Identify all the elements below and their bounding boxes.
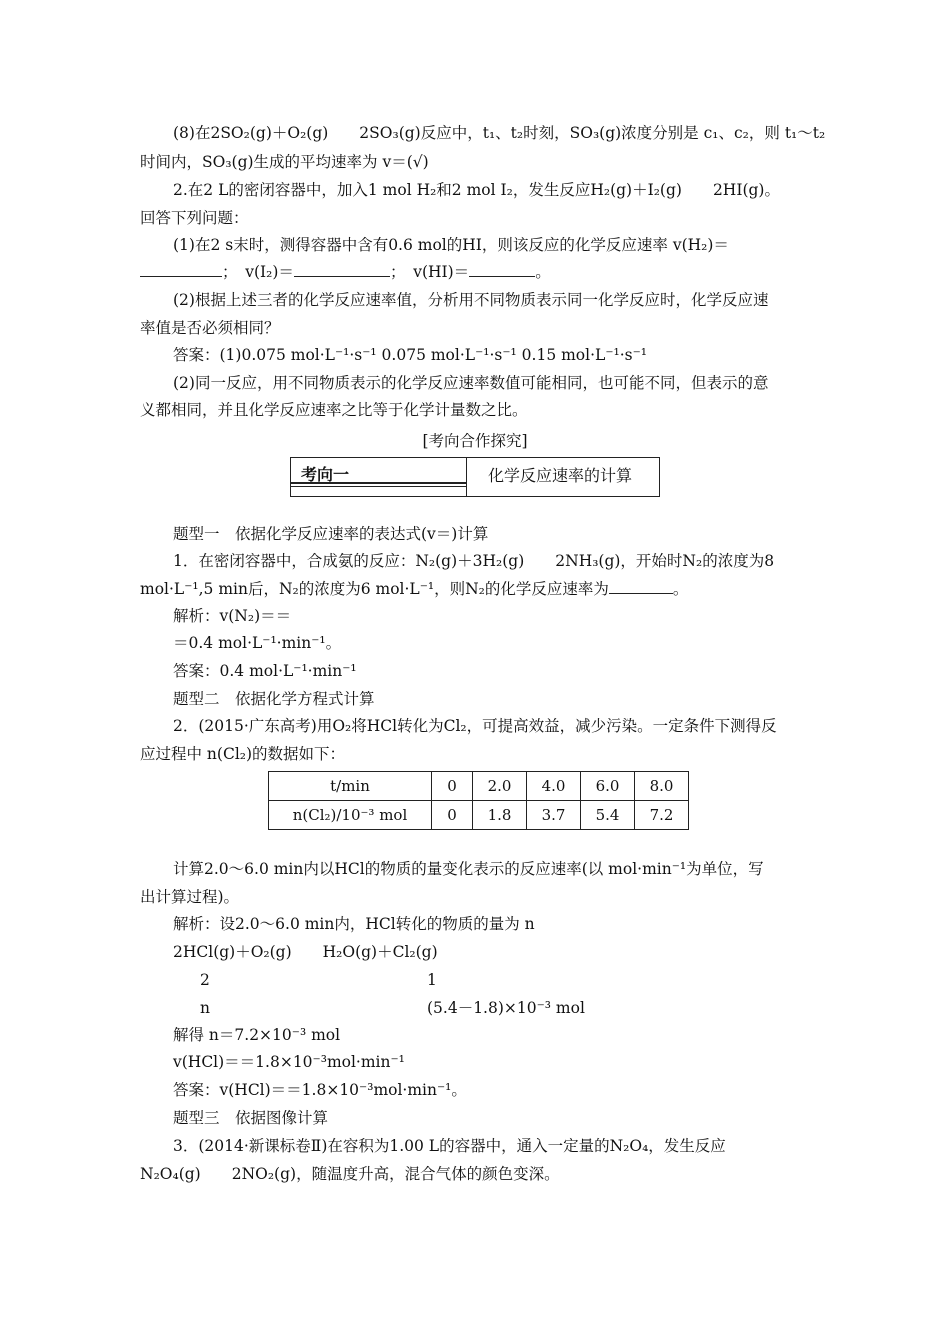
text-line: 应过程中 n(Cl₂)的数据如下： [140, 745, 346, 763]
table-cell: 1.8 [473, 801, 527, 830]
text-line: 率值是否必须相同？ [140, 319, 280, 337]
question-type-heading: 题型三 依据图像计算 [173, 1109, 329, 1127]
text-line: v(HCl)＝＝1.8×10⁻³mol·min⁻¹ [173, 1053, 405, 1071]
topic-tag: 考向一 [301, 465, 350, 484]
answer-blank[interactable] [140, 262, 222, 277]
topic-title: 化学反应速率的计算 [488, 466, 633, 485]
table-row [269, 801, 689, 830]
answer-line: 答案：v(HCl)＝＝1.8×10⁻³mol·min⁻¹。 [173, 1081, 467, 1099]
text-line: 2．(2015·广东高考)用O₂将HCl转化为Cl₂，可提高效益，减少污染。一定条件下测得反 [173, 717, 777, 735]
table-cell: 8.0 [635, 772, 689, 801]
text-line: N₂O₄(g) 2NO₂(g)，随温度升高，混合气体的颜色变深。 [140, 1165, 560, 1183]
table-cell: 2.0 [473, 772, 527, 801]
table-cell: 0 [432, 801, 473, 830]
table-cell: 5.4 [581, 801, 635, 830]
text-line: 解得 n＝7.2×10⁻³ mol [173, 1026, 341, 1044]
text-line: 1．在密闭容器中，合成氨的反应：N₂(g)＋3H₂(g) 2NH₃(g)，开始时N₂的浓度为8 [173, 552, 775, 570]
text-line: ＝0.4 mol·L⁻¹·min⁻¹。 [173, 634, 342, 652]
topic-tag-cell [291, 458, 467, 496]
text-line: (8)在2SO₂(g)＋O₂(g) 2SO₃(g)反应中，t₁、t₂时刻，SO₃(g)浓度分别是 c₁、c₂，则 t₁～t₂ [173, 124, 826, 142]
text-line: 回答下列问题： [140, 209, 249, 227]
answer-blank[interactable] [469, 262, 535, 277]
answer-blank[interactable] [609, 579, 673, 594]
quantity: n [200, 999, 210, 1017]
section-title: [考向合作探究] [422, 432, 528, 450]
text-line: 3．(2014·新课标卷Ⅱ)在容积为1.00 L的容器中，通入一定量的N₂O₄，发生反应 [173, 1137, 726, 1155]
text-line: 2.在2 L的密闭容器中，加入1 mol H₂和2 mol I₂，发生反应H₂(g)＋I₂(g) 2HI(g)。 [173, 181, 780, 199]
quantity: (5.4－1.8)×10⁻³ mol [427, 999, 585, 1017]
answer-blank[interactable] [294, 262, 390, 277]
coefficient: 1 [427, 971, 437, 989]
text-line: 计算2.0～6.0 min内以HCl的物质的量变化表示的反应速率(以 mol·min⁻¹为单位，写 [173, 860, 764, 878]
question-type-heading: 题型一 依据化学反应速率的表达式(v＝)计算 [173, 525, 489, 543]
table-cell: 6.0 [581, 772, 635, 801]
table-cell: n(Cl₂)/10⁻³ mol [269, 801, 432, 830]
table-cell: 3.7 [527, 801, 581, 830]
divider [291, 482, 466, 484]
text-line: 义都相同，并且化学反应速率之比等于化学计量数之比。 [140, 401, 528, 419]
topic-box [290, 457, 660, 497]
table-cell: 0 [432, 772, 473, 801]
table-cell: t/min [269, 772, 432, 801]
text-line: 出计算过程)。 [140, 888, 240, 906]
text-line: mol·L⁻¹,5 min后，N₂的浓度为6 mol·L⁻¹，则N₂的化学反应速率为 。 [140, 580, 689, 598]
equation-line: 2HCl(g)＋O₂(g) H₂O(g)＋Cl₂(g) [173, 943, 438, 961]
text-line: (2)根据上述三者的化学反应速率值，分析用不同物质表示同一化学反应时，化学反应速 [173, 291, 769, 309]
answer-blanks-line: ； v(I₂)＝ ； v(HI)＝ 。 [140, 262, 551, 282]
answer-line: 答案：0.4 mol·L⁻¹·min⁻¹ [173, 662, 357, 680]
text-line: 解析：v(N₂)＝＝ [173, 607, 292, 625]
data-table [268, 771, 689, 830]
table-cell: 4.0 [527, 772, 581, 801]
divider [291, 486, 466, 487]
question-type-heading: 题型二 依据化学方程式计算 [173, 690, 375, 708]
coefficient: 2 [200, 971, 210, 989]
table-row [269, 772, 689, 801]
text-line: (1)在2 s末时，测得容器中含有0.6 mol的HI，则该反应的化学反应速率 v(H₂)＝ [173, 236, 729, 254]
text-line: 解析：设2.0～6.0 min内，HCl转化的物质的量为 n [173, 915, 535, 933]
text-line: (2)同一反应，用不同物质表示的化学反应速率数值可能相同，也可能不同，但表示的意 [173, 374, 769, 392]
text-line: 时间内，SO₃(g)生成的平均速率为 v＝(√) [140, 153, 429, 171]
answer-line: 答案：(1)0.075 mol·L⁻¹·s⁻¹ 0.075 mol·L⁻¹·s⁻¹ 0.15 mol·L⁻¹·s⁻¹ [173, 346, 647, 364]
table-cell: 7.2 [635, 801, 689, 830]
